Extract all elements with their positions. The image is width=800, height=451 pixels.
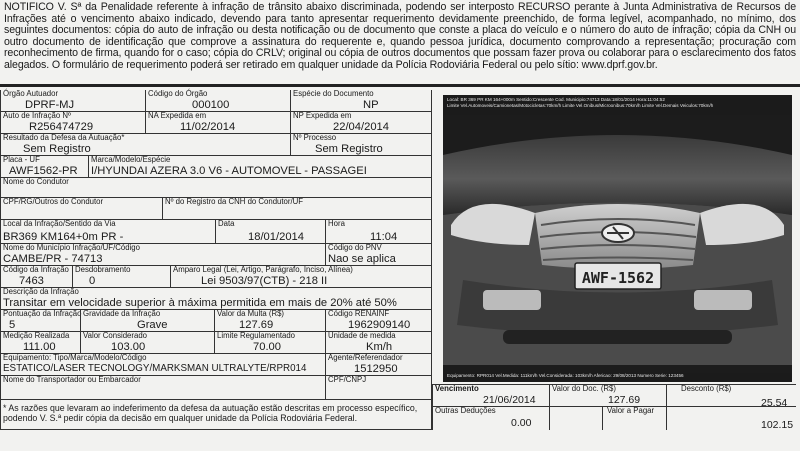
valor-multa-value: 127.69 (239, 319, 274, 331)
gravidade-cell (80, 310, 214, 332)
resultado-defesa-value: Sem Registro (23, 143, 91, 155)
n-processo-value: Sem Registro (315, 143, 383, 155)
desdobramento-value: 0 (89, 275, 96, 287)
np-expedida-cell (290, 112, 432, 134)
especie-documento-value: NP (363, 99, 379, 111)
desconto-label: Desconto (R$) (681, 384, 732, 393)
photo-header-line2: Limite Vel.Automoveis/Camionetas/Motocicletas:70km/h Limite Vel.Onibus/Microonibus:70km/h Limite Vel.Demais Veiculos:70km/h (447, 102, 714, 108)
unidade-value: Km/h (366, 341, 393, 353)
agente-label: Agente/Referendador (328, 353, 403, 362)
infraction-form (0, 90, 432, 430)
amparo-legal-label: Amparo Legal (Lei, Artigo, Parágrafo, Inciso, Alínea) (173, 265, 353, 274)
valor-considerado-label: Valor Considerado (83, 331, 148, 340)
codigo-orgao-value: 000100 (192, 99, 230, 111)
transportador-cell (0, 376, 325, 400)
transportador-label: Nome do Transportador ou Embarcador (3, 375, 141, 384)
registro-cnh-cell (162, 198, 432, 220)
valor-pagar-value: 102.15 (761, 419, 794, 431)
especie-documento-cell (290, 90, 432, 112)
limite-value: 70.00 (253, 341, 281, 353)
codigo-pnv-cell (325, 244, 432, 266)
outras-deducoes-value: 0.00 (511, 417, 532, 429)
car-image (443, 95, 792, 382)
codigo-infracao-value: 7463 (19, 275, 44, 287)
registro-cnh-label: Nº do Registro da CNH do Condutor/UF (165, 197, 304, 206)
marca-modelo-cell (88, 156, 432, 178)
descricao-value: Transitar em velocidade superior à máxima permitida em mais de 20% até 50% (3, 297, 397, 309)
auto-infracao-label: Auto de Infração Nº (3, 111, 71, 120)
codigo-renainf-label: Código RENAINF (328, 309, 390, 318)
valor-doc-label: Valor do Doc. (R$) (552, 384, 616, 393)
local-infracao-value: BR369 KM164+0m PR - (3, 231, 124, 243)
municipio-label: Nome do Município Infração/UF/Código (3, 243, 140, 252)
amparo-legal-value: Lei 9503/97(CTB) - 218 II (201, 275, 328, 287)
cpf-condutor-label: CPF/RG/Outros do Condutor (3, 197, 104, 206)
photo-header-line1: Local: BR 369 PR KM 164+000m Sentido:Crescente Cod. Municipio:74713 Data:18/01/2014 Hora:11:04:52 (447, 97, 665, 102)
medicao-cell (0, 332, 80, 354)
desdobramento-cell (72, 266, 170, 288)
valor-multa-label: Valor da Multa (R$) (217, 309, 285, 318)
codigo-orgao-cell (145, 90, 290, 112)
orgao-autuador-cell (0, 90, 145, 112)
unidade-cell (325, 332, 432, 354)
marca-modelo-value: I/HYUNDAI AZERA 3.0 V6 - AUTOMOVEL - PASSAGEI (91, 165, 367, 177)
equipamento-value: ESTATICO/LASER TECNOLOGY/MARKSMAN ULTRALYTE/RPR014 (3, 363, 307, 374)
desdobramento-label: Desdobramento (75, 265, 131, 274)
speed-camera-photo (443, 95, 792, 382)
np-expedida-label: NP Expedida em (293, 111, 352, 120)
valor-pagar-label: Valor a Pagar (607, 406, 655, 415)
limite-cell (214, 332, 325, 354)
cpf-cnpj-label: CPF/CNPJ (328, 375, 367, 384)
codigo-pnv-value: Nao se aplica (328, 253, 396, 265)
razoes-cell (0, 400, 432, 430)
gravidade-value: Grave (137, 319, 168, 331)
municipio-value: CAMBE/PR - 74713 (3, 253, 103, 265)
cpf-condutor-cell (0, 198, 162, 220)
auto-infracao-cell (0, 112, 145, 134)
hora-value: 11:04 (370, 231, 398, 243)
desconto-value: 25.54 (761, 397, 788, 409)
nome-condutor-cell (0, 178, 432, 198)
especie-documento-label: Espécie do Documento (293, 89, 374, 98)
data-label: Data (218, 219, 235, 228)
resultado-defesa-label: Resultado da Defesa da Autuação* (3, 133, 125, 142)
equipamento-cell (0, 354, 325, 376)
data-cell (215, 220, 325, 244)
codigo-renainf-value: 1962909140 (348, 319, 411, 331)
hora-cell (325, 220, 432, 244)
pontuacao-value: 5 (9, 319, 16, 331)
valor-considerado-cell (80, 332, 214, 354)
np-expedida-value: 22/04/2014 (333, 121, 389, 133)
nome-condutor-label: Nome do Condutor (3, 177, 69, 186)
medicao-value: 111.00 (23, 341, 56, 353)
placa-cell (0, 156, 88, 178)
amparo-legal-cell (170, 266, 432, 288)
n-processo-cell (290, 134, 432, 156)
orgao-autuador-label: Órgão Autuador (3, 89, 59, 98)
codigo-infracao-label: Código da Infração (3, 265, 69, 274)
top-divider (0, 84, 800, 87)
auto-infracao-value: R256474729 (29, 121, 94, 133)
local-infracao-cell (0, 220, 215, 244)
placa-label: Placa - UF (3, 155, 40, 164)
agente-value: 1512950 (354, 363, 398, 375)
descricao-label: Descrição da Infração (3, 287, 79, 296)
gravidade-label: Gravidade da Infração (83, 309, 161, 318)
placa-value: AWF1562-PR (9, 165, 78, 177)
pontuacao-label: Pontuação da Infração (3, 309, 82, 318)
hora-label: Hora (328, 219, 345, 228)
unidade-label: Unidade de medida (328, 331, 396, 340)
valor-pagar-cell (602, 406, 796, 430)
agente-cell (325, 354, 432, 376)
notification-text: NOTIFICO V. Sª da Penalidade referente à infração de trânsito abaixo discriminada, podendo ser interposto RECURSO perante à Junta Administrativa de Recursos de Infrações até o vencimento abaixo indicado, devendo para tanto apresentar requerimento devidamente preenchido, de forma legível, acompanhado, no mínimo, dos seguintes documentos: cópia do auto de infração ou desta notificação ou de documento que conste a placa do veículo e o número do auto de infração; cópia da CNH ou outro documento de identificação que comprove a assinatura do requerente e, quando pessoa jurídica, documento comprovando a representação; procuração com reconhecimento de firma, quando for o caso; cópia do CRLV; original ou cópia de outros documentos que possam fazer prova ou colaborar para o esclarecimento dos fatos alegados. O formulário de requerimento poderá ser retirado em qualquer unidade da Polícia Rodoviária Federal ou pelo sítio: www.dprf.gov.br. (4, 1, 796, 71)
outras-deducoes-label: Outras Deduções (435, 406, 496, 415)
equipamento-label: Equipamento: Tipo/Marca/Modelo/Código (3, 353, 147, 362)
photo-footer: Equipamento: RPR014 Vel.Medida: 111km/h Vel.Considerada: 103km/h Afericao: 29/08/2013 Numero Serie: 123456 (447, 373, 684, 378)
medicao-label: Medição Realizada (3, 331, 70, 340)
data-value: 18/01/2014 (248, 231, 304, 243)
pontuacao-cell (0, 310, 80, 332)
razoes-text: * As razões que levaram ao indeferimento da defesa da autuação estão descritas em processo específico, podendo V. S.ª pedir cópia da decisão em qualquer unidade da Polícia Rodoviária Federal. (3, 403, 418, 423)
resultado-defesa-cell (0, 134, 290, 156)
vencimento-value: 21/06/2014 (483, 394, 536, 406)
codigo-pnv-label: Código do PNV (328, 243, 382, 252)
n-processo-label: Nº Processo (293, 133, 337, 142)
license-plate-text: AWF-1562 (581, 269, 655, 287)
outras-deducoes-cell (432, 406, 602, 430)
valor-multa-cell (214, 310, 325, 332)
codigo-orgao-label: Código do Órgão (148, 89, 208, 98)
descricao-cell (0, 288, 432, 310)
codigo-renainf-cell (325, 310, 432, 332)
na-expedida-label: NA Expedida em (148, 111, 207, 120)
na-expedida-cell (145, 112, 290, 134)
valor-considerado-value: 103.00 (111, 341, 146, 353)
cpf-cnpj-cell (325, 376, 432, 400)
marca-modelo-label: Marca/Modelo/Espécie (91, 155, 171, 164)
orgao-autuador-value: DPRF-MJ (25, 99, 75, 111)
local-infracao-label: Local da Infração/Sentido da Via (3, 219, 116, 228)
municipio-cell (0, 244, 325, 266)
valor-doc-value: 127.69 (608, 394, 641, 406)
codigo-infracao-cell (0, 266, 72, 288)
limite-label: Limite Regulamentado (217, 331, 296, 340)
na-expedida-value: 11/02/2014 (180, 121, 236, 133)
vencimento-label: Vencimento (435, 384, 479, 393)
